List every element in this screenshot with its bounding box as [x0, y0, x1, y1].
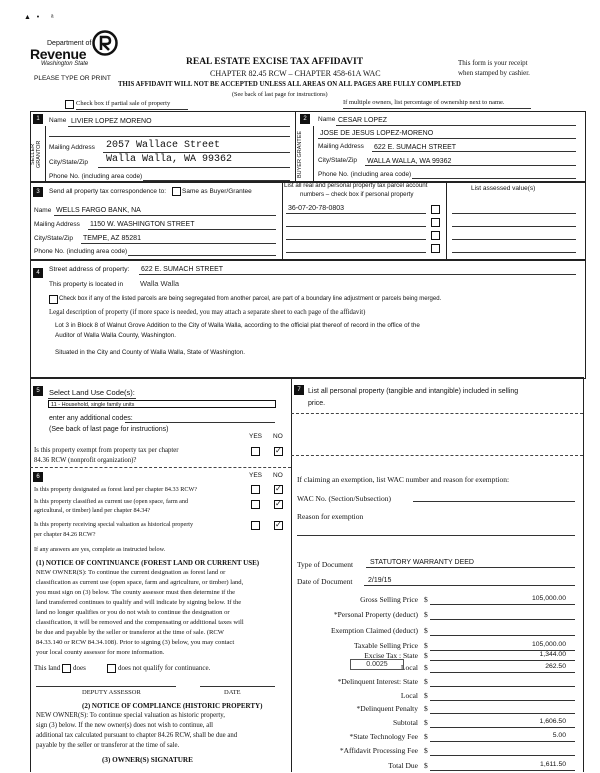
exemption-label: If claiming an exemption, list WAC number and reason for exemption:	[297, 475, 510, 484]
tax-row-dollar: $	[424, 761, 428, 770]
land-does-checkbox[interactable]	[62, 664, 71, 673]
notice1-line: land transferred continues to qualify and will indicate by signing below. If the	[36, 599, 242, 606]
tax-row-dollar: $	[424, 641, 428, 650]
partial-sale-label: Check box if partial sale of property	[76, 100, 171, 107]
parcel-header-1: List all real and personal property tax parcel account	[284, 182, 428, 189]
notice1-line: land no longer qualifies or you do not wish to continue the designation or	[36, 609, 230, 616]
seller-mailing[interactable]: 2057 Wallace Street	[106, 140, 221, 151]
located-in-label: This property is located in	[49, 281, 124, 288]
form-warning: THIS AFFIDAVIT WILL NOT BE ACCEPTED UNLESS ALL AREAS ON ALL PAGES ARE FULLY COMPLETED	[118, 81, 461, 88]
s5-yes-header: YES	[249, 433, 263, 440]
form-title: REAL ESTATE EXCISE TAX AFFIDAVIT	[186, 57, 364, 67]
reason-label: Reason for exemption	[297, 512, 364, 521]
notice2-line: additional tax calculated pursuant to chapter 84.26 RCW, shall be due and	[36, 732, 238, 739]
tax-row-label: Local	[400, 663, 418, 672]
notice2-line: NEW OWNER(S): To continue special valuation as historic property,	[36, 712, 225, 719]
legal-description-label: Legal description of property (if more space is needed, you may attach a separate sheet to each page of the affidavit)	[49, 309, 366, 316]
see-back-instructions: (See back of last page for instructions)	[232, 91, 328, 98]
street-address[interactable]: 622 E. SUMACH STREET	[141, 266, 224, 273]
section-1-number: 1	[33, 114, 43, 124]
historic-question-2: per chapter 84.26 RCW?	[34, 531, 96, 538]
exempt-yes-checkbox[interactable]	[251, 447, 260, 456]
wac-label: WAC No. (Section/Subsection)	[297, 494, 391, 503]
notice1-line: classification as current use (open space, farm and agriculture, or timber) land,	[36, 579, 244, 586]
corr-city[interactable]: TEMPE, AZ 85281	[83, 235, 141, 242]
historic-no-checkbox[interactable]	[274, 521, 283, 530]
legal-line-2[interactable]: Auditor of Walla Walla County, Washington.	[55, 332, 176, 339]
corr-city-label: City/State/Zip	[34, 235, 74, 242]
tax-row-label: *Affidavit Processing Fee	[339, 746, 418, 755]
buyer-grantee-label: BUYER GRANTEE	[297, 130, 303, 178]
tax-row-label: Total Due	[388, 761, 418, 770]
section-2-number: 2	[300, 114, 310, 124]
seller-city-label: City/State/Zip	[49, 159, 89, 166]
corr-name[interactable]: WELLS FARGO BANK, NA	[56, 207, 141, 214]
tax-row-dollar: $	[424, 746, 428, 755]
land-does-not-checkbox[interactable]	[107, 664, 116, 673]
notice1-line: your local county assessor for more information.	[36, 649, 165, 656]
parcel-2-personal-checkbox[interactable]	[431, 218, 440, 227]
notice1-line: be due and payable by the seller or transferor at the time of sale. (RCW	[36, 629, 225, 636]
legal-line-3[interactable]: Situated in the City and County of Walla Walla, State of Washington.	[55, 349, 246, 356]
tax-row-dollar: $	[424, 691, 428, 700]
land-does-not-label: does not qualify for continuance.	[118, 664, 211, 672]
tax-row-label: *Delinquent Interest: State	[337, 677, 418, 686]
parcel-1-personal-checkbox[interactable]	[431, 205, 440, 214]
tax-row-dollar: $	[424, 663, 428, 672]
wa-seal-icon	[92, 30, 118, 56]
exempt-no-checkbox[interactable]	[274, 447, 283, 456]
doc-date[interactable]: 2/19/15	[368, 577, 392, 584]
buyer-name-1[interactable]: CESAR LOPEZ	[338, 117, 388, 124]
owner-signature-title: (3) OWNER(S) SIGNATURE	[102, 756, 193, 764]
tax-row-label: *Delinquent Penalty	[356, 704, 418, 713]
doc-date-label: Date of Document	[297, 577, 353, 586]
corr-name-label: Name	[34, 207, 52, 214]
doc-type-label: Type of Document	[297, 560, 354, 569]
local-rate-field[interactable]: 0.0025	[350, 659, 404, 670]
current-use-no-checkbox[interactable]	[274, 500, 283, 509]
receipt-line-2: when stamped by cashier.	[458, 69, 530, 77]
tax-row-label: Subtotal	[392, 718, 418, 727]
tax-row-dollar: $	[424, 677, 428, 686]
buyer-mailing-label: Mailing Address	[318, 143, 364, 150]
current-use-question-2: agricultural, or timber) land per chapter 84.34?	[34, 507, 151, 514]
tax-row-dollar: $	[424, 595, 428, 604]
tax-row-label: Local	[400, 691, 418, 700]
seller-grantor-label: SELLER GRANTOR	[30, 140, 42, 168]
same-as-buyer-label: Same as Buyer/Grantee	[182, 188, 252, 195]
if-yes-instruction: If any answers are yes, complete as instructed below.	[34, 546, 166, 553]
multiple-owners-label: If multiple owners, list percentage of ownership next to name.	[343, 99, 505, 106]
buyer-phone-label: Phone No. (including area code)	[318, 171, 412, 178]
tax-row-dollar: $	[424, 610, 428, 619]
doc-type[interactable]: STATUTORY WARRANTY DEED	[370, 559, 474, 566]
notice-continuance-title: (1) NOTICE OF CONTINUANCE (FOREST LAND OR CURRENT USE)	[36, 559, 260, 567]
buyer-mailing[interactable]: 622 E. SUMACH STREET	[374, 144, 457, 151]
parcel-4-personal-checkbox[interactable]	[431, 244, 440, 253]
personal-property-label-2: price.	[308, 400, 326, 407]
located-in[interactable]: Walla Walla	[140, 279, 180, 288]
tax-row-value[interactable]: 105,000.00	[531, 641, 566, 648]
tax-row-label: *Personal Property (deduct)	[333, 610, 418, 619]
buyer-city-label: City/State/Zip	[318, 157, 358, 164]
section-7-number: 7	[294, 385, 304, 395]
tax-row-value[interactable]: 1,344.00	[539, 651, 566, 658]
this-land-label: This land	[34, 664, 61, 672]
buyer-name-2[interactable]: JOSE DE JESUS LOPEZ-MORENO	[320, 130, 434, 137]
additional-codes-label: enter any additional codes:	[49, 415, 133, 422]
tax-row-label: Exemption Claimed (deduct)	[330, 626, 418, 635]
tax-row-label: *State Technology Fee	[349, 732, 418, 741]
corr-mailing[interactable]: 1150 W. WASHINGTON STREET	[90, 221, 195, 228]
notice2-line: sign (3) below. If the new owner(s) does not wish to continue, all	[36, 722, 213, 729]
tax-row-dollar: $	[424, 651, 428, 660]
s5-no-header: NO	[273, 433, 283, 440]
exempt-question-2: 84.36 RCW (nonprofit organization)?	[34, 457, 137, 464]
corr-phone-label: Phone No. (including area code)	[34, 248, 128, 255]
form-chapter: CHAPTER 82.45 RCW – CHAPTER 458-61A WAC	[210, 69, 381, 78]
receipt-line-1: This form is your receipt	[458, 59, 528, 67]
historic-question-1: Is this property receiving special valuation as historical property	[34, 521, 194, 528]
seller-phone-label: Phone No. (including area code)	[49, 173, 143, 180]
land-use-see-back: (See back of last page for instructions)	[49, 426, 169, 433]
land-use-label: Select Land Use Code(s):	[49, 388, 135, 397]
notice1-line: 84.33.140 or RCW 84.34.108). Prior to signing (3) below, you may contact	[36, 639, 235, 646]
notice1-line: classification, it will be removed and the compensating or additional taxes will	[36, 619, 244, 626]
corner-marks: ▲ • ᵃ	[24, 14, 54, 21]
parcel-header-2: numbers – check box if personal property	[300, 191, 414, 198]
deputy-assessor-label: DEPUTY ASSESSOR	[82, 689, 141, 696]
legal-line-1[interactable]: Lot 3 in Block 8 of Walnut Grove Addition to the City of Walla Walla, according to the official plat thereof of record in the office of the	[55, 322, 420, 329]
parcel-3-personal-checkbox[interactable]	[431, 231, 440, 240]
exempt-question-1: Is this property exempt from property tax per chapter	[34, 447, 179, 454]
historic-yes-checkbox[interactable]	[251, 521, 260, 530]
current-use-yes-checkbox[interactable]	[251, 500, 260, 509]
tax-row-value[interactable]: 262.50	[545, 663, 566, 670]
street-address-label: Street address of property:	[49, 266, 130, 273]
tax-row-label: Taxable Selling Price	[353, 641, 418, 650]
section-6-number: 6	[33, 472, 43, 482]
forest-no-checkbox[interactable]	[274, 485, 283, 494]
tax-row-dollar: $	[424, 732, 428, 741]
buyer-city[interactable]: WALLA WALLA, WA 99362	[367, 158, 452, 165]
notice-compliance-title: (2) NOTICE OF COMPLIANCE (HISTORIC PROPERTY)	[82, 702, 263, 710]
notice1-line: you must sign on (3) below. The county assessor must then determine if the	[36, 589, 236, 596]
property-location-section	[30, 259, 586, 379]
tax-row-value[interactable]: 105,000.00	[531, 595, 566, 602]
assessed-header: List assessed value(s)	[471, 185, 536, 192]
seller-city[interactable]: Walla Walla, WA 99362	[106, 154, 233, 165]
tax-row-value[interactable]: 1,611.50	[540, 761, 566, 768]
current-use-question-1: Is this property classified as current use (open space, farm and	[34, 498, 189, 505]
forest-yes-checkbox[interactable]	[251, 485, 260, 494]
section-3-number: 3	[33, 187, 43, 197]
notice2-line: payable by the seller or transferor at the time of sale.	[36, 742, 180, 749]
corr-mailing-label: Mailing Address	[34, 221, 80, 228]
date-label: DATE	[224, 689, 241, 696]
buyer-name-label: Name	[318, 116, 336, 123]
land-does-label: does	[73, 664, 86, 672]
logo-state: Washington State	[41, 61, 89, 67]
s6-yes-header: YES	[249, 472, 263, 479]
tax-row-dollar: $	[424, 704, 428, 713]
partial-sale-checkbox[interactable]	[65, 100, 74, 109]
personal-property-label-1: List all personal property (tangible and intangible) included in selling	[308, 388, 519, 395]
tax-row-value[interactable]: 1,606.50	[539, 718, 566, 725]
tax-row-label: Excise Tax : State	[364, 651, 418, 660]
tax-row-value[interactable]: 5.00	[552, 732, 566, 739]
seller-name-label: Name	[49, 117, 67, 124]
segregated-checkbox[interactable]	[49, 295, 58, 304]
tax-row-dollar: $	[424, 718, 428, 727]
s6-no-header: NO	[273, 472, 283, 479]
seller-mailing-label: Mailing Address	[49, 144, 95, 151]
tax-row-dollar: $	[424, 626, 428, 635]
logo-revenue: Revenue	[30, 46, 87, 62]
same-as-buyer-checkbox[interactable]	[172, 187, 181, 196]
notice1-line: NEW OWNER(S): To continue the current designation as forest land or	[36, 569, 226, 576]
segregated-label: Check box if any of the listed parcels are being segregated from another parcel, are part of a boundary line adjustment or parcels being merged.	[59, 296, 442, 302]
please-type: PLEASE TYPE OR PRINT	[34, 75, 111, 82]
seller-name[interactable]: LIVIER LOPEZ MORENO	[71, 118, 152, 125]
section-5-number: 5	[33, 386, 43, 396]
send-correspondence-label: Send all property tax correspondence to:	[49, 188, 167, 195]
parcel-1[interactable]: 36-07-20-78-0803	[288, 205, 345, 212]
logo-dept-of: Department of	[47, 40, 92, 47]
forest-question: Is this property designated as forest land per chapter 84.33 RCW?	[34, 486, 198, 493]
section-4-number: 4	[33, 268, 43, 278]
tax-row-label: Gross Selling Price	[360, 595, 418, 604]
land-use-select[interactable]: 11 - Household, single family units	[48, 400, 276, 408]
